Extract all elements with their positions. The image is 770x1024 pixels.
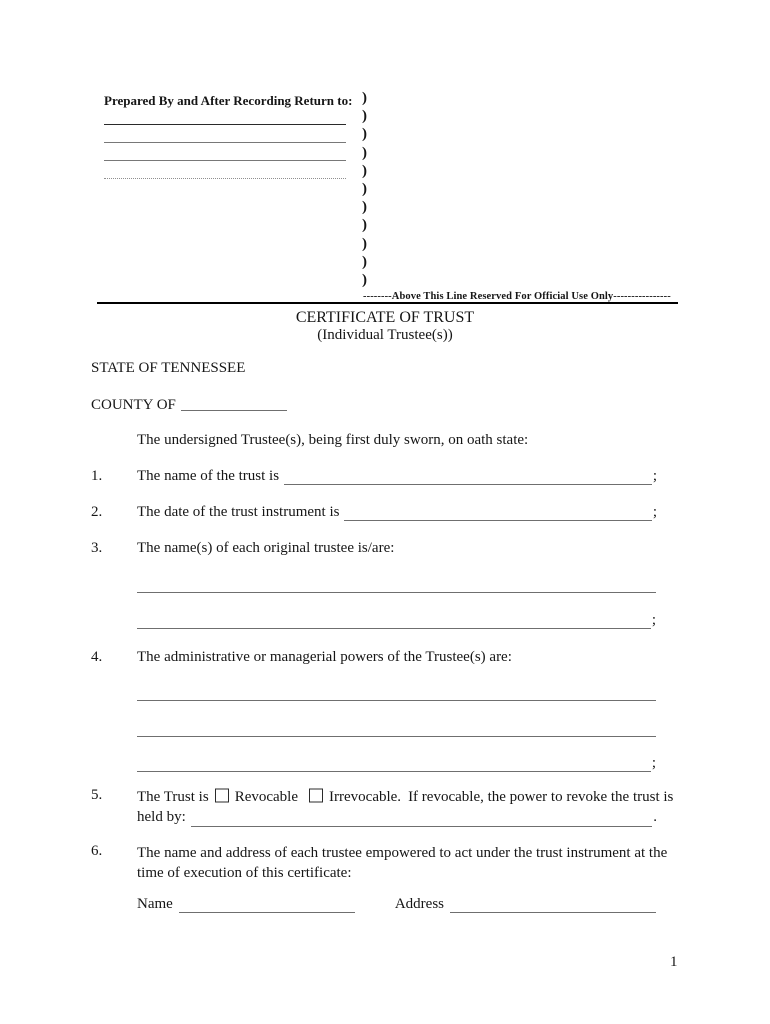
- document-title: CERTIFICATE OF TRUST: [295, 309, 475, 326]
- held-by-input-line[interactable]: [191, 812, 653, 827]
- paren-mark: ): [362, 217, 367, 234]
- paren-mark: ): [362, 126, 367, 143]
- trust-date-input-line[interactable]: [344, 507, 651, 521]
- item-4-fill-row-1: [137, 684, 656, 701]
- recording-stamp-paren-column: [362, 89, 367, 289]
- irrevocable-checkbox[interactable]: [309, 789, 323, 803]
- paren-mark: ): [362, 253, 367, 270]
- paren-mark: ): [362, 162, 367, 179]
- state-heading: STATE OF TENNESSEE: [91, 360, 246, 376]
- item-4: [91, 649, 657, 666]
- original-trustee-input-line-1[interactable]: [137, 579, 656, 593]
- prepared-by-fill-line-2[interactable]: [104, 142, 346, 143]
- item-3-text: The name(s) of each original trustee is/are:: [137, 540, 395, 556]
- item-5-number: 5.: [91, 787, 103, 803]
- revocable-checkbox[interactable]: [215, 789, 229, 803]
- trustee-powers-input-line-1[interactable]: [137, 687, 656, 701]
- paren-mark: ): [362, 199, 367, 216]
- item-2-text: The date of the trust instrument is: [137, 504, 340, 520]
- above-line-reserved-label: --------Above This Line Reserved For Official Use Only----------------: [363, 291, 671, 302]
- intro-paragraph: The undersigned Trustee(s), being first duly sworn, on oath state:: [137, 432, 529, 448]
- name-label: Name: [137, 896, 173, 912]
- official-use-divider: [97, 302, 678, 304]
- prepared-by-fill-line-1[interactable]: [104, 124, 346, 125]
- prepared-by-fill-line-4[interactable]: [104, 178, 346, 179]
- prepared-by-fill-line-3[interactable]: [104, 160, 346, 161]
- trustee-powers-input-line-3[interactable]: [137, 758, 651, 772]
- paren-mark: ): [362, 181, 367, 198]
- item-4-text: The administrative or managerial powers of the Trustee(s) are:: [137, 649, 512, 665]
- paren-mark: ): [362, 144, 367, 161]
- item-5-text-pre: The Trust is: [137, 789, 209, 805]
- item-5-period: .: [653, 809, 657, 825]
- trustee-powers-input-line-2[interactable]: [137, 723, 656, 737]
- item-5-text-post: If revocable, the power to revoke the trust is: [408, 789, 674, 805]
- trustee-name-input-line[interactable]: [179, 899, 355, 913]
- name-address-row: [137, 896, 656, 913]
- item-4-fill-row-3: [137, 755, 656, 772]
- item-2-semicolon: ;: [652, 504, 657, 520]
- item-1-semicolon: ;: [652, 468, 657, 484]
- held-by-label: held by:: [137, 809, 186, 825]
- item-1-number: 1.: [91, 468, 103, 484]
- item-3-number: 3.: [91, 540, 103, 556]
- item-2: [91, 504, 657, 521]
- revocable-label: Revocable: [234, 789, 299, 805]
- paren-mark: ): [362, 108, 367, 125]
- item-6: [91, 843, 671, 883]
- item-3-fill-row-1: [137, 576, 656, 593]
- item-3-fill-row-2: [137, 612, 656, 629]
- item-5: [91, 787, 674, 827]
- paren-mark: ): [362, 235, 367, 252]
- item-1-text: The name of the trust is: [137, 468, 280, 484]
- item-3-semicolon: ;: [651, 612, 656, 628]
- document-subtitle: (Individual Trustee(s)): [317, 327, 453, 343]
- page-number: 1: [670, 954, 678, 970]
- item-4-fill-row-2: [137, 720, 656, 737]
- county-label: COUNTY OF: [91, 397, 176, 413]
- paren-mark: ): [362, 90, 367, 106]
- item-6-text-line-1: The name and address of each trustee empowered to act under the trust instrument at the: [137, 845, 668, 861]
- county-input-line[interactable]: [181, 398, 287, 411]
- item-1: [91, 468, 657, 485]
- original-trustee-input-line-2[interactable]: [137, 615, 651, 629]
- trust-name-input-line[interactable]: [284, 471, 652, 485]
- item-3: [91, 540, 657, 557]
- item-6-number: 6.: [91, 843, 103, 859]
- item-6-text-line-2: time of execution of this certificate:: [137, 865, 352, 881]
- item-4-number: 4.: [91, 649, 103, 665]
- trustee-address-input-line[interactable]: [450, 899, 656, 913]
- county-row: [91, 396, 287, 414]
- item-4-semicolon: ;: [651, 755, 656, 771]
- paren-mark: ): [362, 272, 367, 289]
- address-label: Address: [394, 896, 444, 912]
- prepared-by-label: Prepared By and After Recording Return to:: [104, 93, 353, 108]
- item-2-number: 2.: [91, 504, 103, 520]
- irrevocable-label: Irrevocable.: [329, 789, 402, 805]
